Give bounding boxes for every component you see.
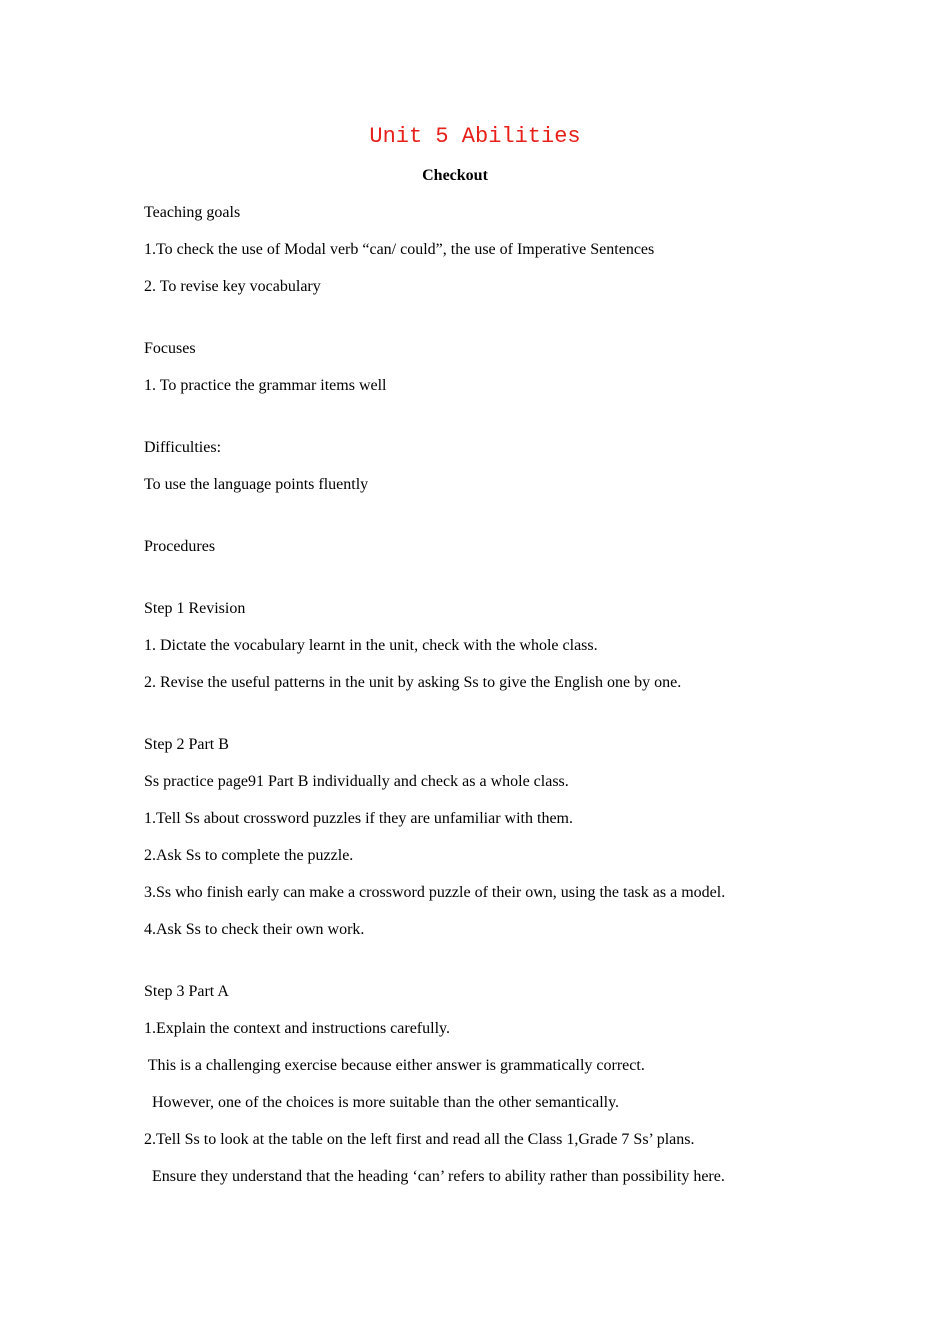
page-subtitle: Checkout (422, 167, 488, 184)
step-heading-revision: Step 1 Revision (144, 600, 246, 617)
section-heading-teaching-goals: Teaching goals (144, 204, 241, 221)
step-heading-part-b: Step 2 Part B (144, 736, 229, 753)
paragraph-line: Ensure they understand that the heading ‘can’ refers to ability rather than possibility here. (144, 1168, 725, 1185)
paragraph-line: 1.Explain the context and instructions carefully. (144, 1020, 450, 1037)
paragraph-line: However, one of the choices is more suitable than the other semantically. (144, 1094, 620, 1111)
paragraph-line: This is a challenging exercise because either answer is grammatically correct. (144, 1057, 645, 1074)
section-heading-difficulties: Difficulties: (144, 439, 222, 456)
page-title: Unit 5 Abilities (369, 124, 581, 149)
section-heading-focuses: Focuses (144, 340, 196, 357)
paragraph-line: 3.Ss who finish early can make a crossword puzzle of their own, using the task as a model. (144, 884, 726, 901)
paragraph-line: 1.To check the use of Modal verb “can/ could”, the use of Imperative Sentences (144, 241, 655, 258)
paragraph-line: 1. To practice the grammar items well (144, 377, 387, 394)
paragraph-line: 2. Revise the useful patterns in the unit by asking Ss to give the English one by one. (144, 674, 682, 691)
paragraph-line: To use the language points fluently (144, 476, 369, 493)
paragraph-line: 1. Dictate the vocabulary learnt in the unit, check with the whole class. (144, 637, 598, 654)
paragraph-line: 2. To revise key vocabulary (144, 278, 321, 295)
paragraph-line: 4.Ask Ss to check their own work. (144, 921, 365, 938)
paragraph-line: 2.Ask Ss to complete the puzzle. (144, 847, 354, 864)
section-heading-procedures: Procedures (144, 538, 216, 555)
step-heading-part-a: Step 3 Part A (144, 983, 229, 1000)
paragraph-line: 1.Tell Ss about crossword puzzles if they are unfamiliar with them. (144, 810, 573, 827)
paragraph-line: 2.Tell Ss to look at the table on the left first and read all the Class 1,Grade 7 Ss’ plans. (144, 1131, 695, 1148)
paragraph-line: Ss practice page91 Part B individually and check as a whole class. (144, 773, 569, 790)
